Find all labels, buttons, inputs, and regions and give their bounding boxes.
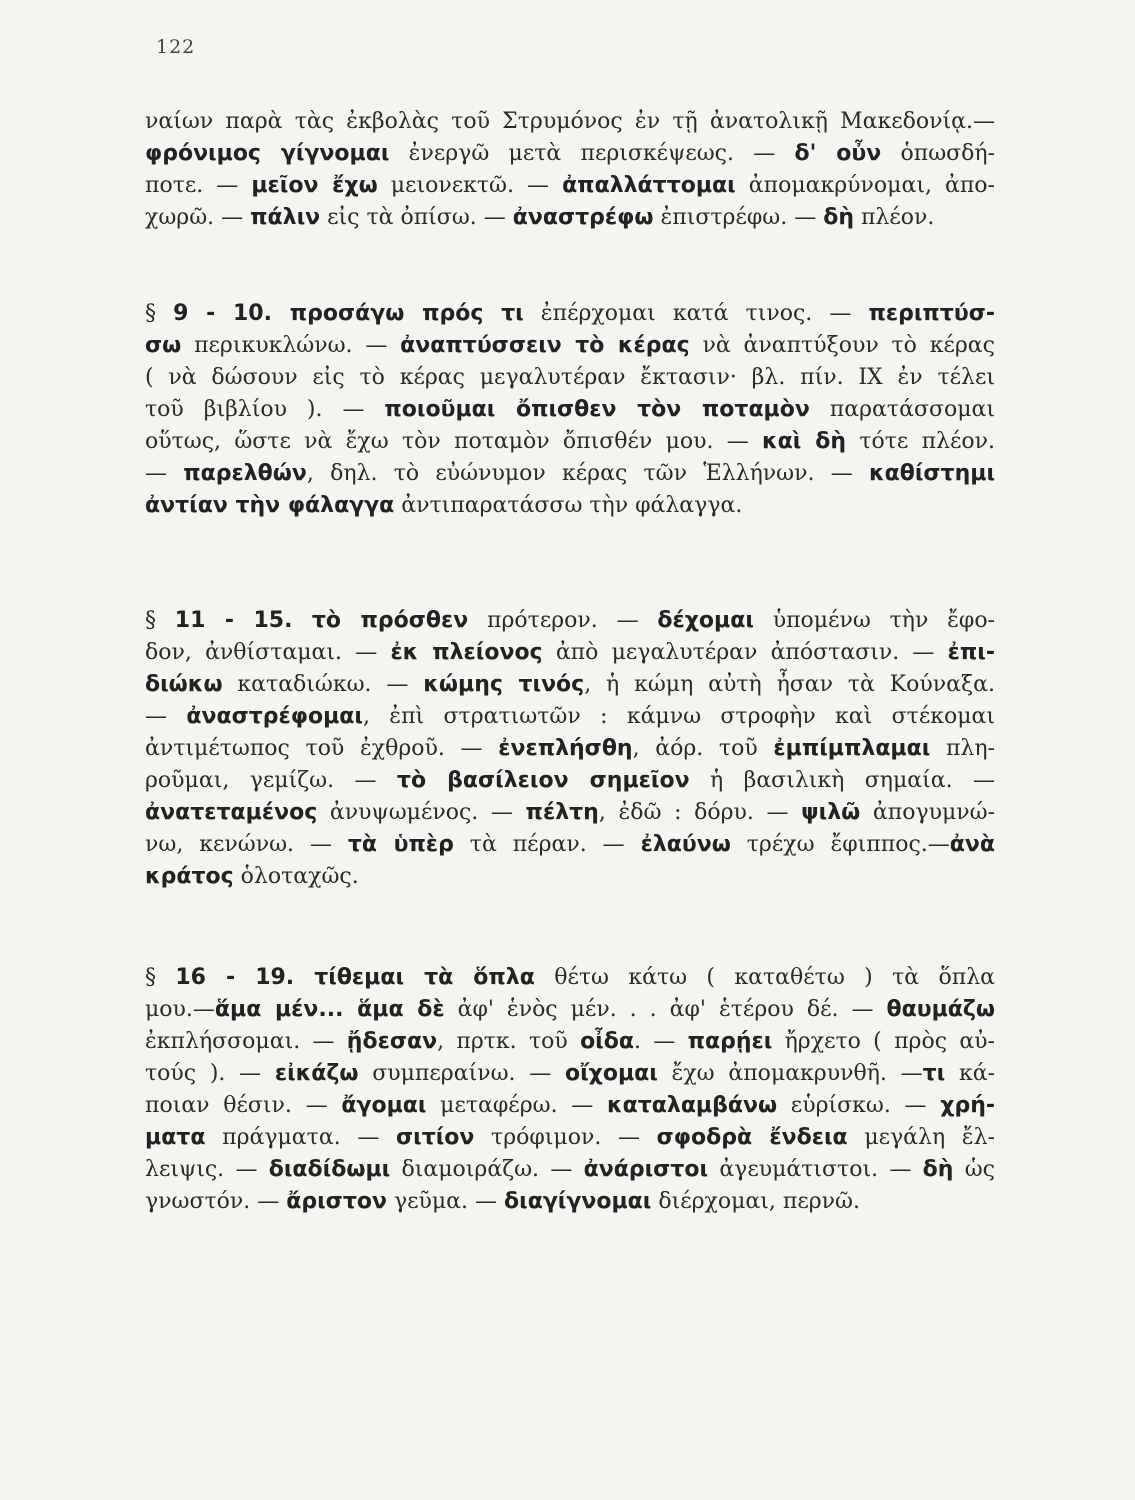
text-line — [145, 962, 995, 994]
gloss-text: συμπεραίνω. — — [358, 1061, 565, 1086]
text-line — [145, 765, 995, 797]
headword: ἐπι- — [947, 640, 995, 665]
gloss-text: , δηλ. τὸ εὐώνυμον κέρας τῶν Ἑλλήνων. — — [306, 461, 869, 486]
gloss-text: ποιαν θέσιν. — — [145, 1093, 342, 1118]
headword: περιπτύσ- — [868, 301, 995, 326]
headword: φρόνιμος γίγνομαι — [145, 141, 390, 166]
text-line — [145, 637, 995, 669]
gloss-text: ἡ βασιλικὴ σημαία. — — [689, 768, 995, 793]
gloss-text: δον, ἀνθίσταμαι. — — [145, 640, 391, 665]
text-line — [145, 490, 995, 522]
gloss-text: ἐπιστρέφω. — — [653, 205, 824, 230]
gloss-text: μου.— — [145, 997, 215, 1022]
text-line — [145, 362, 995, 394]
headword: ἄριστον — [286, 1189, 387, 1214]
gloss-text: τρόφιμον. — — [474, 1125, 657, 1150]
headword: σω — [145, 333, 182, 358]
text-line — [145, 1026, 995, 1058]
headword: δ' οὖν — [794, 141, 882, 166]
headword: ἐκ πλείονος — [390, 640, 543, 665]
headword: εἰκάζω — [274, 1061, 359, 1086]
gloss-text: εὑρίσκω. — — [777, 1093, 941, 1118]
text-line — [145, 861, 995, 893]
gloss-text: , ἡ κώμη αὐτὴ ἦσαν τὰ Κούναξα. — [584, 672, 995, 697]
gloss-text: πρότερον. — — [468, 608, 658, 633]
text-line — [145, 298, 995, 330]
paragraph-2 — [145, 298, 995, 522]
gloss-text: , πρτκ. τοῦ — [437, 1029, 581, 1054]
gloss-text: — — [145, 704, 187, 729]
headword: καταλαμβάνω — [607, 1093, 778, 1118]
text-line — [145, 1186, 995, 1218]
headword: θαυμάζω — [886, 997, 996, 1022]
headword: ἀναπτύσσειν τὸ κέρας — [400, 333, 690, 358]
headword: δὴ — [823, 205, 854, 230]
headword: καὶ δὴ — [762, 429, 847, 454]
text-line — [145, 170, 995, 202]
text-line — [145, 202, 995, 234]
paragraph-1 — [145, 106, 995, 234]
gloss-text: περικυκλώνω. — — [181, 333, 401, 358]
text-line — [145, 458, 995, 490]
gloss-text: εἰς τὰ ὀπίσω. — — [320, 205, 513, 230]
gloss-text: πλέον. — [853, 205, 935, 230]
headword: σιτίον — [395, 1125, 475, 1150]
page-number: 122 — [156, 36, 196, 58]
gloss-text: ἐνεργῶ μετὰ περισκέψεως. — — [389, 141, 795, 166]
text-line — [145, 605, 995, 637]
gloss-text: ἀπομακρύνομαι, ἀπο- — [735, 173, 995, 198]
gloss-text: τότε πλέον. — [846, 429, 995, 454]
text-line — [145, 1154, 995, 1186]
gloss-text: ( νὰ δώσουν εἰς τὸ κέρας μεγαλυτέραν ἔκτασιν· βλ. πίν. IX ἐν τέλει — [145, 365, 995, 390]
text-line — [145, 106, 995, 138]
gloss-text: , ἀόρ. τοῦ — [632, 736, 774, 761]
gloss-text: τοῦ βιβλίου ). — — [145, 397, 385, 422]
gloss-text: τρέχω ἔφιππος.— — [730, 832, 950, 857]
gloss-text: ἔχω ἀπομακρυνθῆ. — — [657, 1061, 923, 1086]
gloss-text: ὡς — [953, 1157, 995, 1182]
headword: ἀναστρέφω — [512, 205, 654, 230]
text-line — [145, 1090, 995, 1122]
headword: παρελθών — [183, 461, 307, 486]
gloss-text: διέρχομαι, περνῶ. — [651, 1189, 860, 1214]
headword: τὰ ὑπὲρ — [347, 832, 454, 857]
headword: ἀντίαν τὴν φάλαγγα — [145, 493, 395, 518]
gloss-text: χωρῶ. — — [145, 205, 251, 230]
headword: διαδίδωμι — [268, 1157, 391, 1182]
headword: κράτος — [145, 864, 234, 889]
headword: ἀναστρέφομαι — [186, 704, 363, 729]
headword: 9 - 10. προσάγω πρός τι — [173, 301, 524, 326]
gloss-text: λειψις. — — [145, 1157, 269, 1182]
gloss-text: γεῦμα. — — [386, 1189, 505, 1214]
gloss-text: ἐπέρχομαι κατά τινος. — — [523, 301, 869, 326]
headword: ἀνάριστοι — [583, 1157, 709, 1182]
gloss-text: νω, κενώνω. — — [145, 832, 348, 857]
gloss-text: διαμοιράζω. — — [390, 1157, 584, 1182]
gloss-text: , ἐπὶ στρατιωτῶν : κάμνω στροφὴν καὶ στέκομαι — [362, 704, 995, 729]
text-line — [145, 330, 995, 362]
gloss-text: νὰ ἀναπτύξουν τὸ κέρας — [689, 333, 995, 358]
headword: μεῖον ἔχω — [251, 173, 378, 198]
text-line — [145, 797, 995, 829]
gloss-text: θέτω κάτω ( καταθέτω ) τὰ ὅπλα — [534, 965, 995, 990]
gloss-text: ὑπομένω τὴν ἔφο- — [753, 608, 995, 633]
headword: ᾔδεσαν — [346, 1029, 438, 1054]
headword: ἀπαλλάττομαι — [562, 173, 736, 198]
headword: 11 - 15. τὸ πρόσθεν — [174, 608, 469, 633]
paragraph-3 — [145, 605, 995, 893]
text-line — [145, 426, 995, 458]
gloss-text: ἀπογυμνώ- — [860, 800, 996, 825]
gloss-text: ἀγευμάτιστοι. — — [708, 1157, 923, 1182]
gloss-text: ἀφ' ἑνὸς μέν. . . ἀφ' ἑτέρου δέ. — — [444, 997, 887, 1022]
gloss-text: ὁπωσδή- — [881, 141, 996, 166]
gloss-text: § — [145, 608, 175, 633]
headword: οἶδα — [580, 1029, 634, 1054]
text-line — [145, 394, 995, 426]
gloss-text: § — [145, 965, 176, 990]
headword: ἐμπίμπλαμαι — [773, 736, 931, 761]
gloss-text: παρατάσσομαι — [809, 397, 995, 422]
gloss-text: γνωστόν. — — [145, 1189, 287, 1214]
gloss-text: ἐκπλήσσομαι. — — [145, 1029, 347, 1054]
gloss-text: τὰ πέραν. — — [453, 832, 641, 857]
gloss-text: ἀνυψωμένος. — — [317, 800, 526, 825]
headword: ἐνεπλήσθη — [498, 736, 633, 761]
headword: τι — [922, 1061, 946, 1086]
headword: ἅμα μέν... ἅμα δὲ — [214, 997, 445, 1022]
headword: ποιοῦμαι ὄπισθεν τὸν ποταμὸν — [384, 397, 810, 422]
headword: ἐλαύνω — [640, 832, 731, 857]
gloss-text: ροῦμαι, γεμίζω. — — [145, 768, 397, 793]
headword: παρῄει — [687, 1029, 773, 1054]
gloss-text: ὁλοταχῶς. — [233, 864, 359, 889]
text-line — [145, 733, 995, 765]
gloss-text: ἀντιπαρατάσσω τὴν φάλαγγα. — [394, 493, 743, 518]
gloss-text: καταδιώκω. — — [222, 672, 424, 697]
headword: οἴχομαι — [564, 1061, 658, 1086]
gloss-text: τούς ). — — [145, 1061, 275, 1086]
headword: διώκω — [145, 672, 223, 697]
gloss-text: μεγάλη ἔλ- — [847, 1125, 995, 1150]
headword: χρή- — [940, 1093, 996, 1118]
headword: πάλιν — [250, 205, 321, 230]
headword: πέλτη — [525, 800, 599, 825]
headword: ἄγομαι — [341, 1093, 427, 1118]
headword: ματα — [145, 1125, 206, 1150]
gloss-text: . — — [633, 1029, 688, 1054]
gloss-text: ἀντιμέτωπος τοῦ ἐχθροῦ. — — [145, 736, 499, 761]
headword: σφοδρὰ ἔνδεια — [656, 1125, 848, 1150]
gloss-text: ποτε. — — [145, 173, 252, 198]
headword: δέχομαι — [657, 608, 754, 633]
headword: τὸ βασίλειον σημεῖον — [396, 768, 690, 793]
gloss-text: πράγματα. — — [205, 1125, 396, 1150]
gloss-text: ναίων παρὰ τὰς ἐκβολὰς τοῦ Στρυμόνος ἐν τῇ ἀνατολικῇ Μακεδονίᾳ.— — [145, 109, 995, 134]
gloss-text: κά- — [945, 1061, 996, 1086]
headword: ἀνατεταμένος — [145, 800, 318, 825]
headword: 16 - 19. τίθεμαι τὰ ὅπλα — [175, 965, 535, 990]
headword: δὴ — [922, 1157, 954, 1182]
text-line — [145, 701, 995, 733]
headword: ψιλῶ — [801, 800, 861, 825]
gloss-text: πλη- — [930, 736, 995, 761]
headword: καθίστημι — [868, 461, 996, 486]
text-line — [145, 669, 995, 701]
gloss-text: ἤρχετο ( πρὸς αὐ- — [772, 1029, 995, 1054]
gloss-text: ἀπὸ μεγαλυτέραν ἀπόστασιν. — — [542, 640, 948, 665]
text-line — [145, 829, 995, 861]
paragraph-4 — [145, 962, 995, 1218]
text-line — [145, 1058, 995, 1090]
gloss-text: μειονεκτῶ. — — [377, 173, 563, 198]
gloss-text: § — [145, 301, 174, 326]
headword: ἀνὰ — [949, 832, 995, 857]
gloss-text: μεταφέρω. — — [426, 1093, 607, 1118]
gloss-text: , ἐδῶ : δόρυ. — — [598, 800, 802, 825]
gloss-text: οὕτως, ὥστε νὰ ἔχω τὸν ποταμὸν ὄπισθέν μου. — — [145, 429, 763, 454]
headword: κώμης τινός — [423, 672, 585, 697]
text-line — [145, 138, 995, 170]
gloss-text: — — [145, 461, 184, 486]
text-line — [145, 1122, 995, 1154]
headword: διαγίγνομαι — [504, 1189, 652, 1214]
text-line — [145, 994, 995, 1026]
